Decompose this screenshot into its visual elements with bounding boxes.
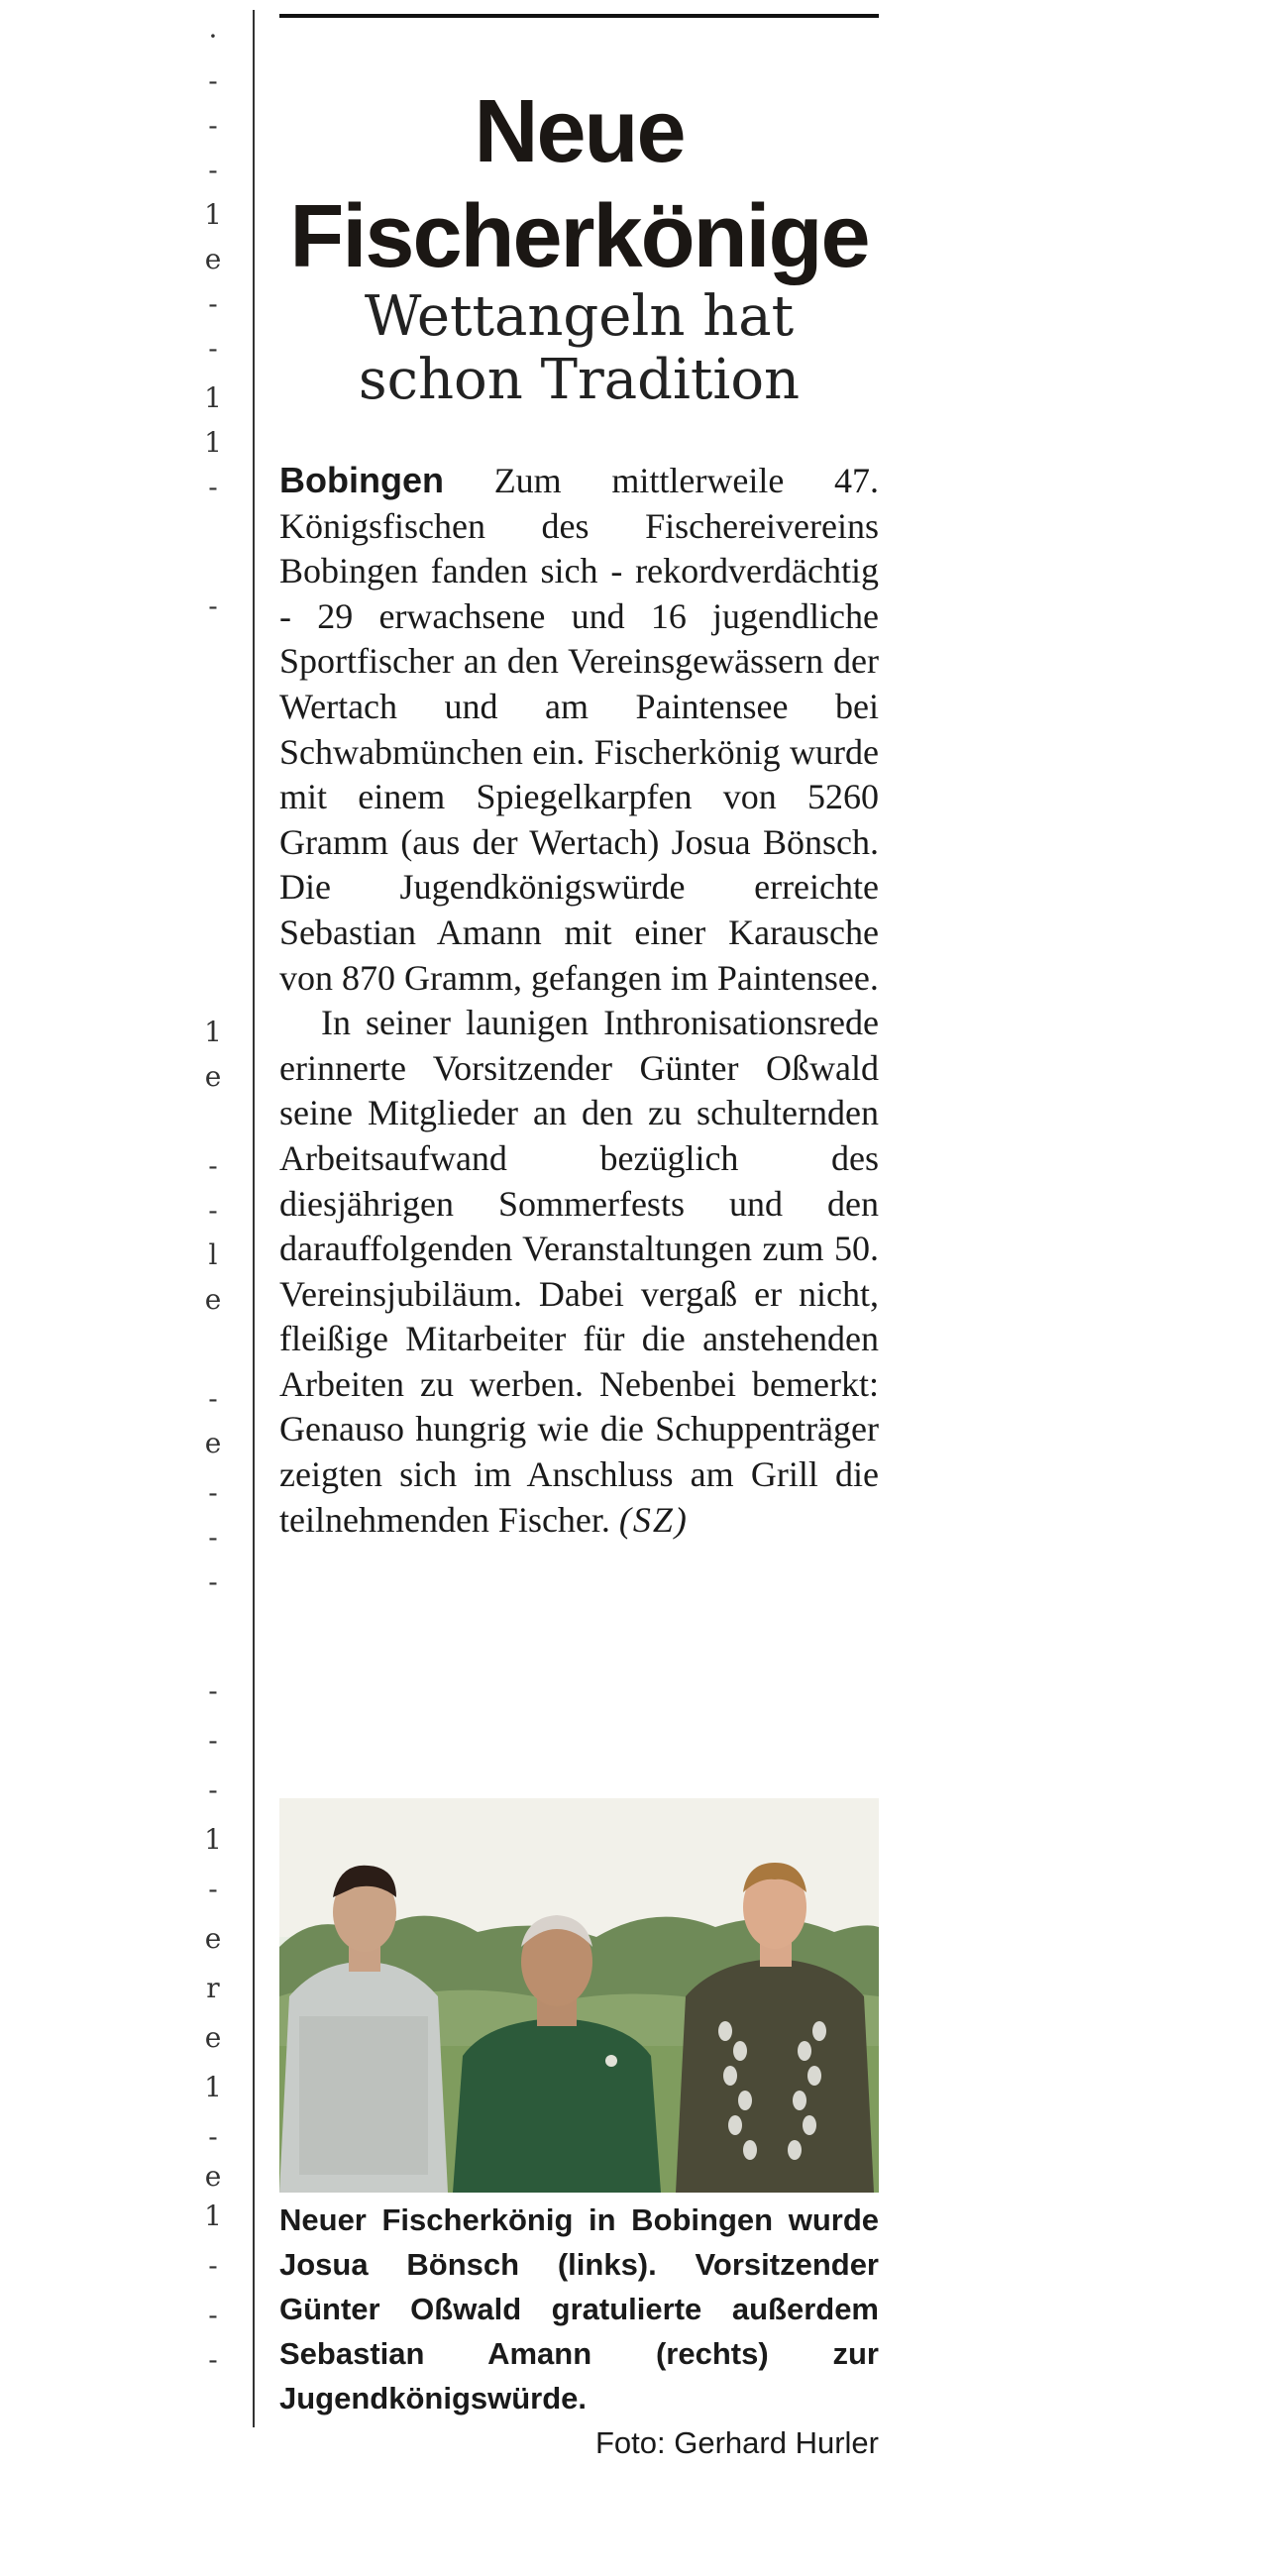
adjacent-column-glyph: e [204, 2021, 222, 2054]
adjacent-column-glyph: · [208, 20, 218, 53]
adjacent-column-glyph: - [208, 2343, 218, 2376]
adjacent-column-glyph: - [208, 1873, 218, 1905]
article-body [279, 458, 879, 1543]
photo-fishing-kings [279, 1798, 879, 2193]
photo-credit: Foto: Gerhard Hurler [595, 2425, 879, 2460]
adjacent-column-fragment [198, 0, 228, 2417]
adjacent-column-glyph: e [204, 1922, 222, 1955]
adjacent-column-glyph: - [208, 64, 218, 97]
adjacent-column-glyph: 1 [204, 2200, 222, 2232]
adjacent-column-glyph: 1 [204, 1016, 222, 1048]
photo-caption [279, 2198, 879, 2465]
adjacent-column-glyph: - [208, 1382, 218, 1415]
caption-text: Neuer Fischerkönig in Bobingen wurde Josua Bönsch (links). Vorsitzender Günter Oßwald gratulierte außerdem Sebastian Amann (rechts) zur Jugendkönigswürde. [279, 2202, 879, 2415]
adjacent-column-glyph: 1 [204, 2071, 222, 2103]
adjacent-column-glyph: e [204, 1427, 222, 1459]
headline: Neue Fischerkönige [289, 82, 869, 286]
adjacent-column-glyph: - [208, 1476, 218, 1509]
paragraph-1 [279, 458, 879, 1001]
adjacent-column-glyph: - [208, 1521, 218, 1554]
adjacent-column-glyph: - [208, 1565, 218, 1598]
adjacent-column-glyph: - [208, 2249, 218, 2282]
adjacent-column-glyph: - [208, 590, 218, 622]
adjacent-column-glyph: - [208, 2299, 218, 2331]
column-divider [253, 10, 255, 2427]
adjacent-column-glyph: - [208, 2120, 218, 2153]
paragraph-1-text: Zum mittlerweile 47. Königsfischen des Fischereivereins Bobingen fanden sich - rekordverdächtig - 29 erwachsene und 16 jugendliche Sportfischer an den Vereinsgewässern der Wertach und am Paintensee bei Schwabmünchen ein. Fischerkönig wurde mit einem Spiegelkarpfen von 5260 Gramm (aus der Wertach) Josua Bönsch. Die Jugendkönigswürde erreichte Sebastian Amann mit einer Karausche von 870 Gramm, gefangen im Paintensee. [279, 461, 880, 998]
adjacent-column-glyph: - [208, 154, 218, 186]
paragraph-2 [279, 1001, 879, 1543]
subheadline: Wettangeln hat schon Tradition [358, 284, 801, 412]
adjacent-column-glyph: 1 [204, 381, 222, 414]
byline: (SZ) [618, 1499, 689, 1540]
adjacent-column-glyph: l [208, 1238, 218, 1271]
adjacent-column-glyph: - [208, 1724, 218, 1757]
adjacent-column-glyph: r [206, 1972, 220, 2004]
adjacent-column-glyph: - [208, 1773, 218, 1806]
adjacent-column-glyph: - [208, 332, 218, 365]
adjacent-column-glyph: - [208, 1194, 218, 1227]
adjacent-column-glyph: - [208, 109, 218, 142]
adjacent-column-glyph: - [208, 471, 218, 503]
dateline: Bobingen [279, 460, 444, 500]
adjacent-column-glyph: - [208, 1674, 218, 1707]
top-rule [279, 14, 879, 18]
adjacent-column-glyph: e [204, 243, 222, 275]
adjacent-column-glyph: 1 [204, 1823, 222, 1856]
paragraph-2-text: In seiner launigen Inthronisationsrede erinnerte Vorsitzender Günter Oßwald seine Mitglieder an den zu schulternden Arbeitsaufwand bezüglich des diesjährigen Sommerfests und den darauffolgenden Veranstaltungen zum 50. Vereinsjubiläum. Dabei vergaß er nicht, fleißige Mitarbeiter für die anstehenden Arbeiten zu werben. Nebenbei bemerkt: Genauso hungrig wie die Schuppenträger zeigten sich im Anschluss am Grill die teilnehmenden Fischer. [279, 1003, 879, 1540]
adjacent-column-glyph: - [208, 1149, 218, 1182]
adjacent-column-glyph: - [208, 287, 218, 320]
adjacent-column-glyph: e [204, 2160, 222, 2193]
adjacent-column-glyph: 1 [204, 426, 222, 459]
adjacent-column-glyph: 1 [204, 198, 222, 231]
adjacent-column-glyph: e [204, 1283, 222, 1316]
adjacent-column-glyph: e [204, 1060, 222, 1093]
